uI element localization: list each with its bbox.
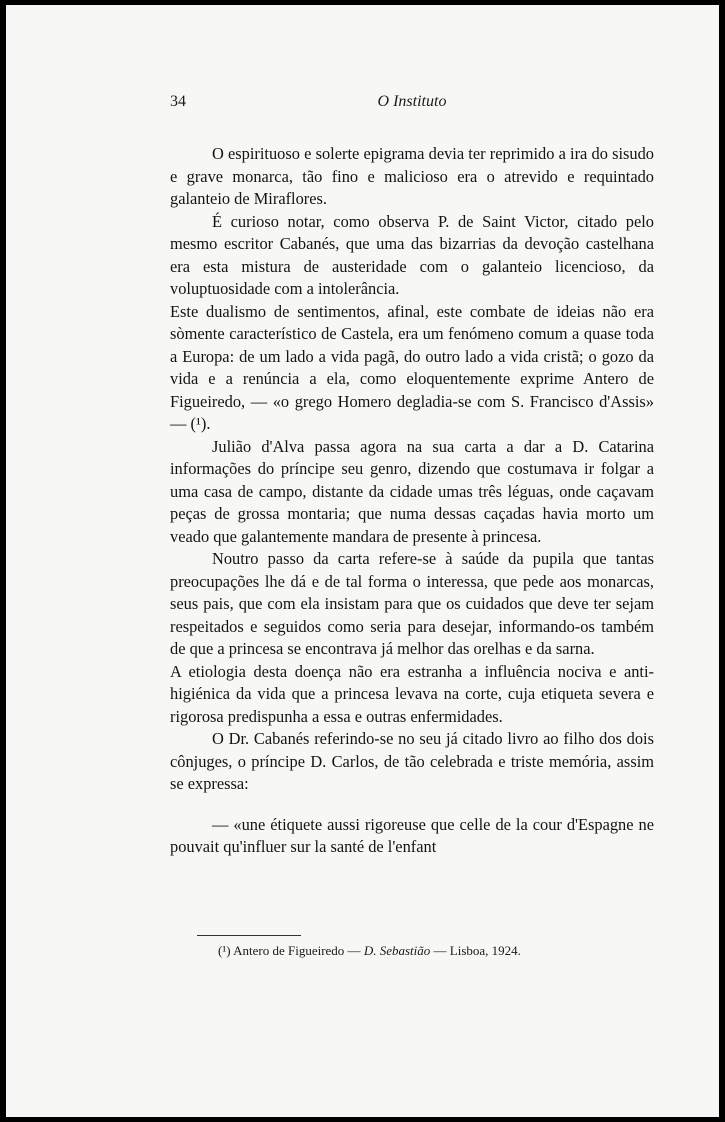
paragraph: O espirituoso e solerte epigrama devia ter reprimido a ira do sisudo e grave monarca, tão fino e malicioso era o atrevido e requintado galanteio de Miraflores. [170, 144, 654, 208]
page [6, 5, 719, 1117]
page-header [170, 93, 654, 115]
body-text [170, 143, 654, 859]
footnote [218, 943, 658, 959]
footnote-title: D. Sebastião [363, 943, 431, 958]
paragraph: É curioso notar, como observa P. de Saint Victor, citado pelo mesmo escritor Cabanés, que uma das bizarrias da devoção castelhana era esta mistura de austeridade com o galanteio licencioso, da voluptuosidade com a intolerância. [170, 211, 654, 298]
footnote-place-year: — Lisboa, 1924. [433, 943, 521, 958]
paragraph: Julião d'Alva passa agora na sua carta a dar a D. Catarina informações do príncipe seu genro, dizendo que costumava ir folgar a uma casa de campo, distante da cidade umas três léguas, onde caçavam peças de grossa montaria; que numa dessas caçadas havia morto um veado que galantemente mandara de presente à princesa. [170, 436, 654, 546]
paragraph: Este dualismo de sentimentos, afinal, este combate de ideias não era sòmente característico de Castela, era um fenómeno comum a quase toda a Europa: de um lado a vida pagã, do outro lado a vida cristã; o gozo da vida e a renúncia a ela, como eloquentemente exprime Antero de Figueiredo, — «o grego Homero degladia-se com S. Francisco d'Assis» — (¹). [170, 301, 654, 433]
paragraph: A etiologia desta doença não era estranha a influência nociva e anti-higiénica da vida que a princesa levava na corte, cuja etiqueta severa e rigorosa predispunha a essa e outras enfermidades. [170, 661, 654, 726]
running-title: O Instituto [377, 93, 447, 110]
paragraph: O Dr. Cabanés referindo-se no seu já citado livro ao filho dos dois cônjuges, o príncipe D. Carlos, de tão celebrada e triste memória, assim se expressa: [170, 729, 654, 793]
page-number: 34 [170, 93, 186, 110]
footnote-rule [197, 935, 301, 936]
footnote-marker: (¹) [218, 943, 231, 958]
quotation: — «une étiquete aussi rigoreuse que celle de la cour d'Espagne ne pouvait qu'influer sur la santé de l'enfant [170, 814, 654, 856]
paragraph: Noutro passo da carta refere-se à saúde da pupila que tantas preocupações lhe dá e de tal forma o interessa, que pede aos monarcas, seus pais, que com ela insistam para que os cuidados que deve ter sejam respeitados e seguidos como seria para desejar, informando-os também de que a princesa se encontrava já melhor das orelhas e da sarna. [170, 549, 654, 658]
footnote-author: Antero de Figueiredo — [233, 943, 361, 958]
